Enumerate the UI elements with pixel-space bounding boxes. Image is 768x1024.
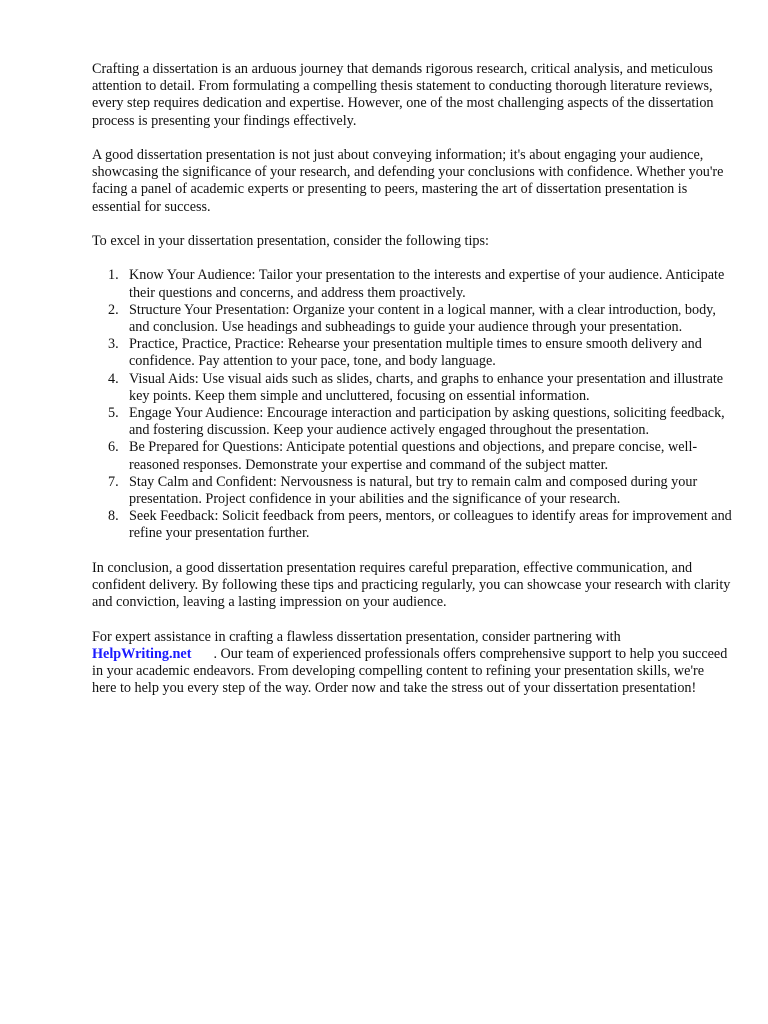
tips-list (92, 267, 732, 542)
tip-number: 3. (108, 336, 119, 353)
tip-text: Be Prepared for Questions: Anticipate potential questions and objections, and prepare concise, well-reasoned responses. Demonstrate your expertise and command of the subject matter. (129, 439, 698, 473)
tip-item (92, 302, 732, 336)
tip-item (92, 508, 732, 542)
tip-number: 7. (108, 473, 119, 490)
tip-text: Seek Feedback: Solicit feedback from peers, mentors, or colleagues to identify areas for improvement and refine your presentation further. (129, 508, 732, 542)
tip-number: 8. (108, 508, 119, 525)
tip-item (92, 371, 732, 405)
helpwriting-link[interactable]: HelpWriting.net (92, 645, 192, 662)
tip-item (92, 474, 732, 508)
document-page (92, 61, 732, 715)
tips-intro-paragraph: To excel in your dissertation presentation, consider the following tips: (92, 233, 489, 249)
tip-text: Stay Calm and Confident: Nervousness is natural, but try to remain calm and composed during your presentation. Project confidence in your abilities and the significance of your research. (129, 473, 698, 508)
tip-text: Structure Your Presentation: Organize your content in a logical manner, with a clear introduction, body, and conclusion. Use headings and subheadings to guide your audience through your presentation. (129, 301, 716, 335)
tip-item (92, 405, 732, 439)
tip-text: Practice, Practice, Practice: Rehearse your presentation multiple times to ensure smooth delivery and confidence. Pay attention to your pace, tone, and body language. (129, 336, 702, 370)
intro-paragraph: Crafting a dissertation is an arduous journey that demands rigorous research, critical analysis, and meticulous attention to detail. From formulating a compelling thesis statement to conducting thorough literature reviews, every step requires dedication and expertise. However, one of the most challenging aspects of the dissertation process is presenting your findings effectively. (92, 61, 714, 129)
tip-number: 5. (108, 405, 119, 422)
tip-item (92, 267, 732, 301)
cta-rest-text: . Our team of experienced professionals offers comprehensive support to help you succeed in your academic endeavors. From developing compelling content to refining your presentation skills, we're here to help you every step of the way. Order now and take the stress out of your dissertation presentation! (92, 645, 728, 697)
tip-text: Know Your Audience: Tailor your presentation to the interests and expertise of your audience. Anticipate their questions and concerns, and address them proactively. (129, 267, 725, 301)
tip-text: Visual Aids: Use visual aids such as slides, charts, and graphs to enhance your presentation and illustrate key points. Keep them simple and uncluttered, focusing on essential information. (129, 370, 724, 404)
cta-paragraph (92, 629, 732, 698)
good-presentation-paragraph: A good dissertation presentation is not just about conveying information; it's about engaging your audience, showcasing the significance of your research, and defending your conclusions with confidence. Whether you're facing a panel of academic experts or presenting to peers, mastering the art of dissertation presentation is essential for success. (92, 147, 724, 215)
tip-number: 1. (108, 267, 119, 284)
tip-item (92, 336, 732, 370)
tip-text: Engage Your Audience: Encourage interaction and participation by asking questions, soliciting feedback, and fostering discussion. Keep your audience actively engaged throughout the presentation. (129, 405, 725, 439)
tip-number: 6. (108, 439, 119, 456)
tip-item (92, 439, 732, 473)
tip-number: 2. (108, 301, 119, 318)
tip-number: 4. (108, 370, 119, 387)
conclusion-paragraph: In conclusion, a good dissertation presentation requires careful preparation, effective communication, and confident delivery. By following these tips and practicing regularly, you can showcase your research with clarity and conviction, leaving a lasting impression on your audience. (92, 559, 731, 611)
cta-lead-text: For expert assistance in crafting a flawless dissertation presentation, consider partnering with (92, 628, 621, 645)
